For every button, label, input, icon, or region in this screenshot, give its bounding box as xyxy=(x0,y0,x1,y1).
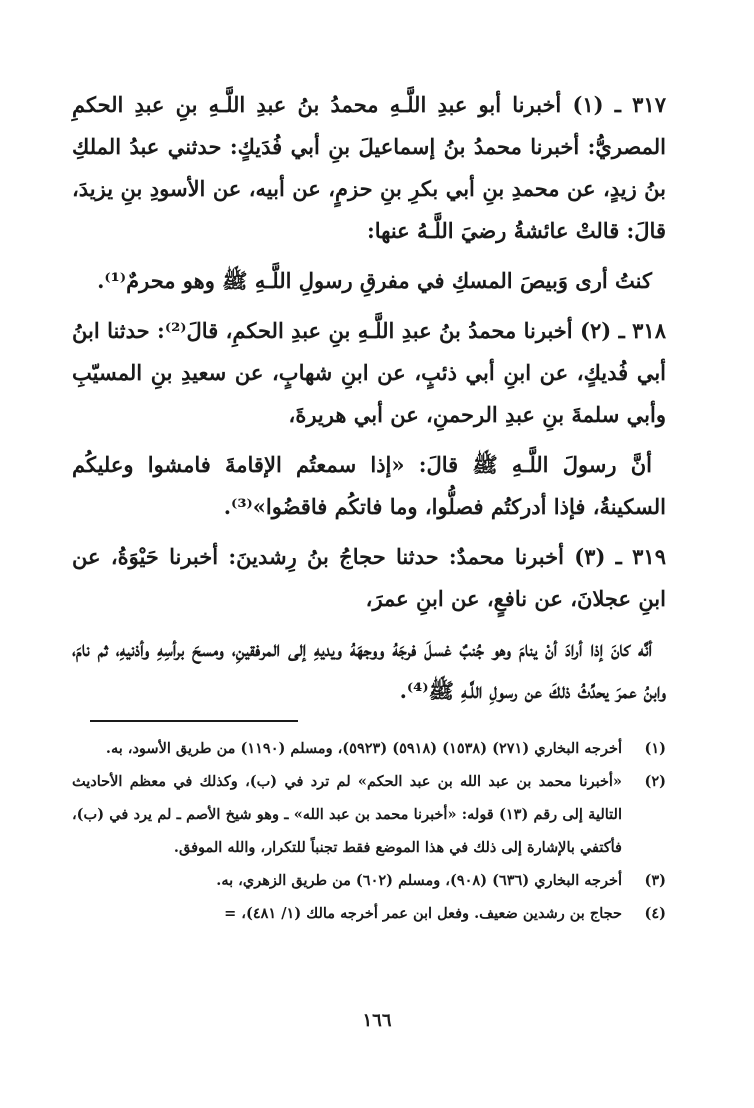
footnote-number: (١) xyxy=(644,740,666,757)
footnote xyxy=(72,897,666,930)
footnote-number: (٢) xyxy=(644,773,666,790)
hadith-318-isnad: ٣١٨ ـ (٢) أخبرنا محمدُ بنُ عبدِ اللَّـهِ بنِ عبدِ الحكمِ، قالَ⁽²⁾: حدثنا ابنُ أبي فُديكٍ، عن ابنِ أبي ذئبٍ، عن ابنِ شهابٍ، عن سعيدِ بنِ المسيّبِ وأبي سلمةَ بنِ عبدِ الرحمنِ، عن أبي هريرةَ، xyxy=(72,318,666,427)
hadith-318-matn: أنَّ رسولَ اللَّـهِ ﷺ قالَ: «إذا سمعتُم الإقامةَ فامشوا وعليكُم السكينةُ، فإذا أدركتُم فصلُّوا، وما فاتكُم فاقضُوا»⁽³⁾. xyxy=(72,452,666,519)
page-number: ١٦٦ xyxy=(362,1010,392,1031)
footnote-text: حجاج بن رشدين ضعيف. وفعل ابن عمر أخرجه مالك (١/ ٤٨١)، = xyxy=(224,905,622,922)
footnote xyxy=(72,765,666,864)
footnote xyxy=(72,732,666,765)
footnotes xyxy=(72,732,666,930)
hadith-317-matn: كنتُ أرى وَبيصَ المسكِ في مفرقِ رسولِ اللَّـهِ ﷺ وهو محرمٌ⁽¹⁾. xyxy=(97,268,652,293)
footnote-number: (٣) xyxy=(644,872,666,889)
footnote-text: «أخبرنا محمد بن عبد الله بن عبد الحكم» لم ترد في (ب)، وكذلك في معظم الأحاديث التالية إلى رقم (١٣) قوله: «أخبرنا محمد بن عبد الله» ـ وهو شيخ الأصم ـ لم يرد في (ب)، فأكتفي بالإشارة إلى ذلك في هذا الموضع فقط تجنباً للتكرار، والله الموفق. xyxy=(72,773,622,856)
hadith-317-isnad: ٣١٧ ـ (١) أخبرنا أبو عبدِ اللَّـهِ محمدُ بنُ عبدِ اللَّـهِ بنِ عبدِ الحكمِ المصريُّ: أخبرنا محمدُ بنُ إسماعيلَ بنِ أبي فُدَيكٍ: حدثني عبدُ الملكِ بنُ زيدٍ، عن محمدِ بنِ أبي بكرِ بنِ حزمٍ، عن أبيه، عن الأسودِ بنِ يزيدَ، قالَ: قالتْ عائشةُ رضيَ اللَّـهُ عنها: xyxy=(72,92,666,243)
hadith-319-isnad: ٣١٩ ـ (٣) أخبرنا محمدٌ: حدثنا حجاجُ بنُ رِشدينَ: أخبرنا حَيْوَةُ، عن ابنِ عجلانَ، عن نافعٍ، عن ابنِ عمرَ، xyxy=(72,544,666,611)
footnote xyxy=(72,864,666,897)
hadith-319-matn: أنَّه كانَ إذا أرادَ أنْ ينامَ وهو جُنبٌ غسلَ فرجَهُ ووجهَهُ ويديهِ إلى المرفقينِ، ومسحَ برأسِهِ وأذنيهِ، ثم نامَ، وابنُ عمرَ يحدِّثُ ذلكَ عن رسولِ اللَّـهِ ﷺ⁽⁴⁾. xyxy=(72,636,666,703)
footnote-separator xyxy=(90,720,298,722)
footnote-number: (٤) xyxy=(644,905,666,922)
footnote-text: أخرجه البخاري (٢٧١) (١٥٣٨) (٥٩١٨) (٥٩٢٣)، ومسلم (١١٩٠) من طريق الأسود، به. xyxy=(105,740,622,757)
main-text xyxy=(72,84,666,712)
footnote-text: أخرجه البخاري (٦٣٦) (٩٠٨)، ومسلم (٦٠٢) من طريق الزهري، به. xyxy=(216,872,622,889)
